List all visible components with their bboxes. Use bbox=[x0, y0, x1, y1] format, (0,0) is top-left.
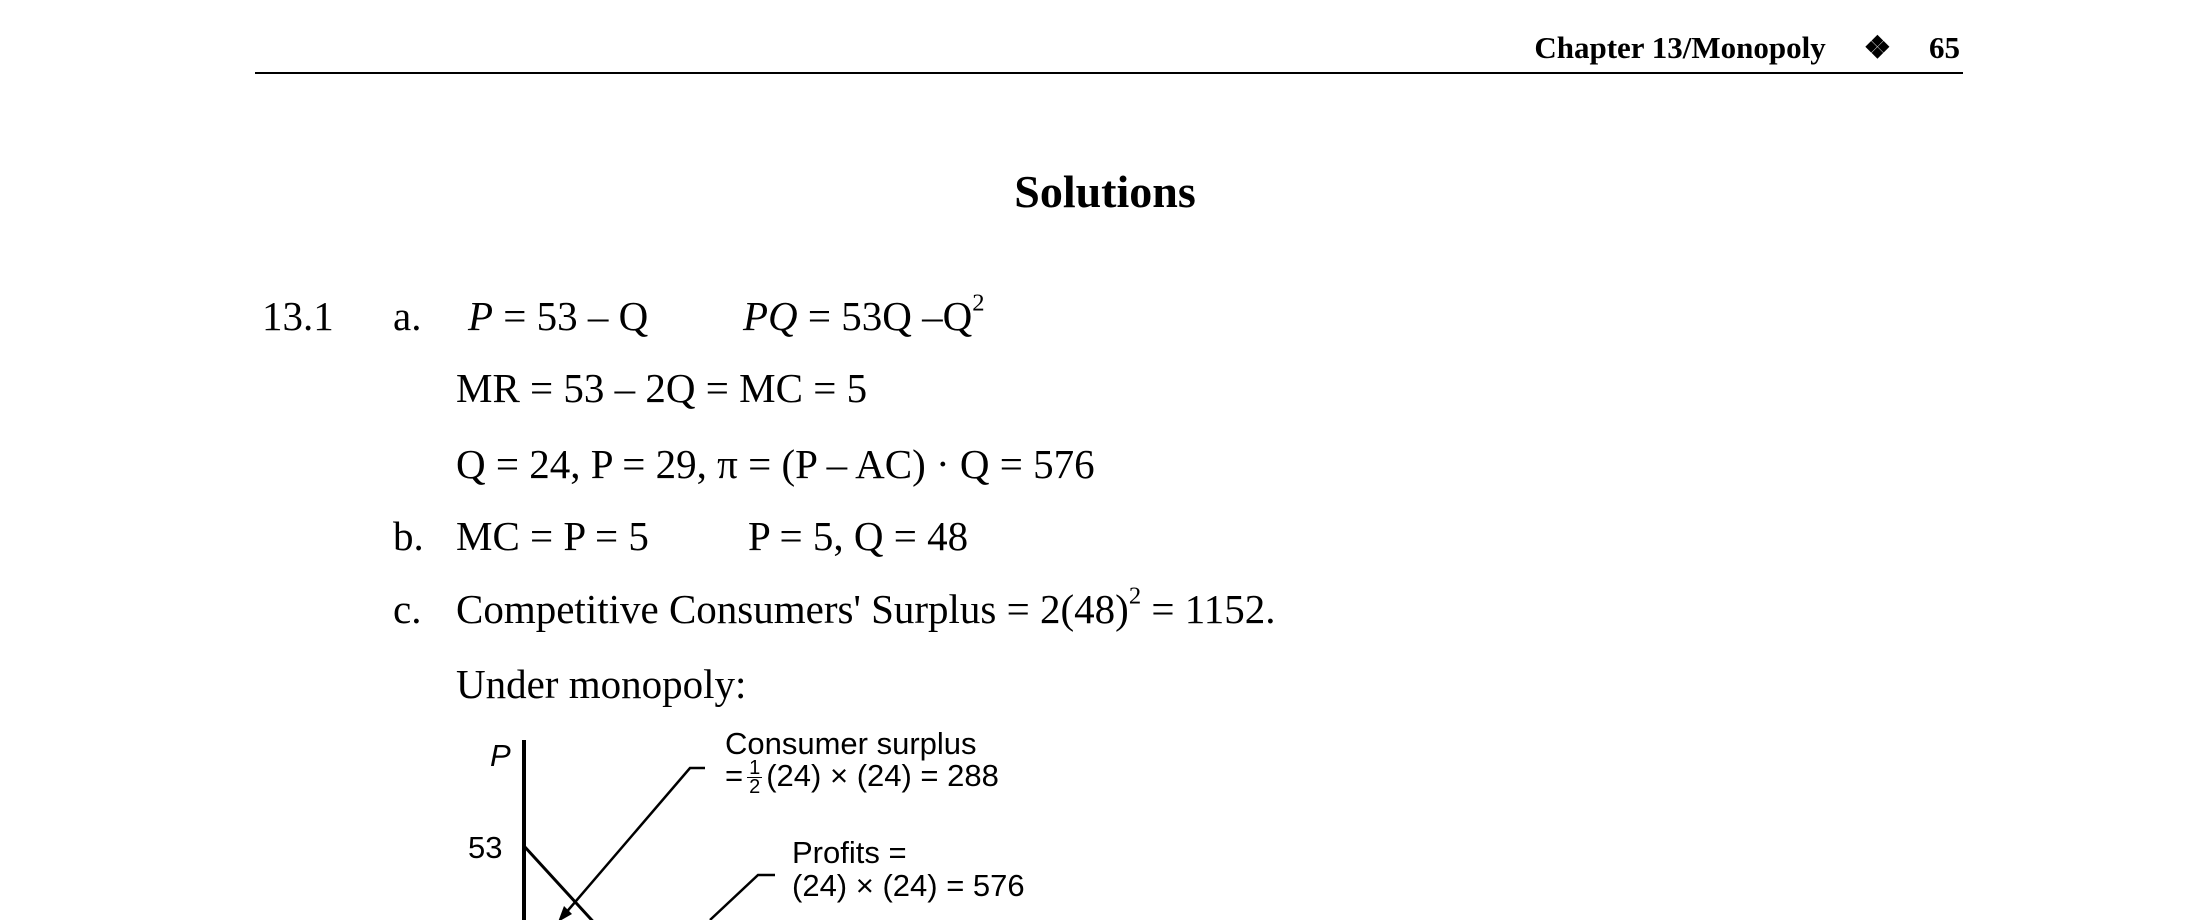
competitive-surplus-exponent: 2 bbox=[1128, 582, 1142, 610]
consumer-surplus-label: Consumer surplus bbox=[725, 726, 977, 761]
revenue-rhs: = 53Q –Q bbox=[807, 293, 973, 339]
consumer-surplus-equation bbox=[725, 757, 999, 799]
diamond-separator-icon: ❖ bbox=[1863, 30, 1892, 65]
tick-label-53: 53 bbox=[468, 830, 503, 865]
competitive-surplus-text: Competitive Consumers' Surplus = 2(48) bbox=[456, 586, 1129, 632]
demand-curve bbox=[524, 846, 610, 920]
consumer-surplus-eq-rest: (24) × (24) = 288 bbox=[766, 758, 999, 793]
monopoly-diagram bbox=[440, 720, 1140, 903]
demand-equation bbox=[468, 292, 648, 340]
profits-leader bbox=[710, 875, 775, 920]
demand-rhs: = 53 – Q bbox=[503, 293, 649, 339]
consumer-surplus-leader bbox=[564, 768, 705, 915]
revenue-exponent: 2 bbox=[972, 289, 985, 317]
profits-label: Profits = bbox=[792, 835, 907, 870]
revenue-lhs: PQ bbox=[743, 293, 798, 339]
part-a-label: a. bbox=[393, 293, 422, 339]
competitive-surplus bbox=[456, 582, 1276, 633]
header-rule bbox=[255, 72, 1963, 74]
monopoly-result: Q = 24, P = 29, π = (P – AC) · Q = 576 bbox=[456, 441, 1095, 487]
competitive-surplus-value: = 1152. bbox=[1141, 586, 1276, 632]
page-title: Solutions bbox=[1014, 166, 1196, 217]
demand-lhs: P bbox=[468, 293, 494, 339]
competitive-result: P = 5, Q = 48 bbox=[748, 513, 969, 559]
under-monopoly-label: Under monopoly: bbox=[456, 661, 747, 707]
one-half-fraction: $\frac{1}{2}$ bbox=[749, 757, 761, 799]
part-c-label: c. bbox=[393, 586, 422, 632]
page-number: 65 bbox=[1929, 30, 1960, 65]
consumer-surplus-eq-prefix: = bbox=[725, 758, 744, 793]
part-b-label: b. bbox=[393, 513, 424, 559]
profits-equation: (24) × (24) = 576 bbox=[792, 868, 1025, 903]
problem-number: 13.1 bbox=[262, 293, 334, 339]
competitive-condition: MC = P = 5 bbox=[456, 513, 649, 559]
running-header bbox=[1534, 30, 1960, 66]
chapter-title: Chapter 13/Monopoly bbox=[1534, 30, 1826, 65]
price-axis-label: P bbox=[490, 738, 511, 773]
mr-equation: MR = 53 – 2Q = MC = 5 bbox=[456, 365, 868, 411]
revenue-equation bbox=[743, 289, 985, 340]
